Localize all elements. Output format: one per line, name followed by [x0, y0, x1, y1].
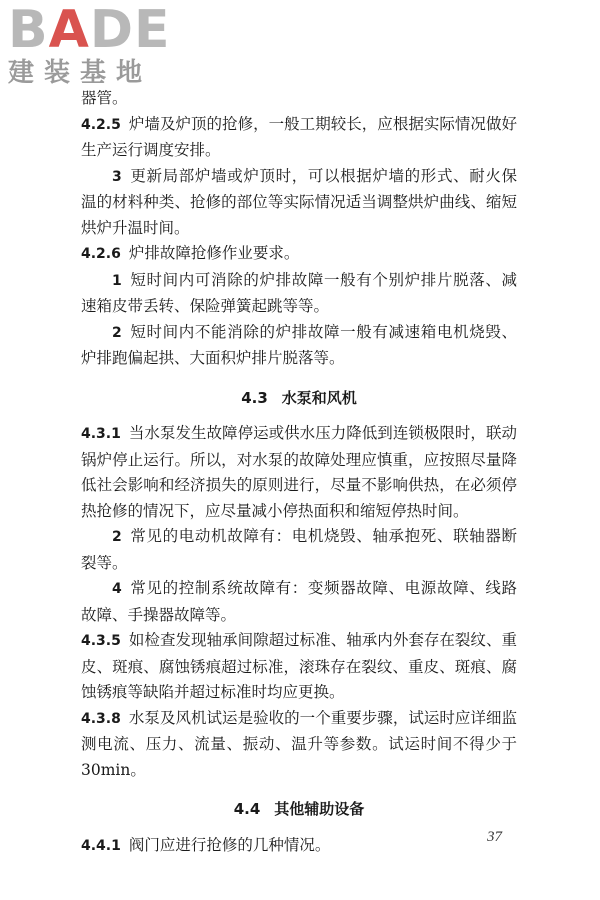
clause-paragraph: [81, 112, 517, 164]
item-text: 常见的控制系统故障有：变频器故障、电源故障、线路故障、手操器故障等。: [81, 579, 517, 624]
clause-text: 水泵及风机试运是验收的一个重要步骤，试运时应详细监测电流、压力、流量、振动、温升等参数。试运时间不得少于30min。: [81, 708, 517, 779]
logo-mark: BADE: [8, 0, 171, 60]
clause-number: 4.2.5: [81, 116, 121, 133]
list-item: [81, 320, 517, 372]
logo-accent-letter: A: [48, 0, 90, 60]
clause-paragraph: [81, 628, 517, 706]
list-item: [81, 164, 517, 242]
item-text: 更新局部炉墙或炉顶时，可以根据炉墙的形式、耐火保温的材料种类、抢修的部位等实际情况适当调整烘炉曲线、缩短烘炉升温时间。: [81, 166, 517, 237]
item-number: 2: [112, 529, 122, 545]
section-title: 其他辅助设备: [274, 800, 365, 818]
clause-text: 炉墙及炉顶的抢修，一般工期较长，应根据实际情况做好生产运行调度安排。: [81, 114, 517, 159]
logo: [8, 0, 178, 96]
clause-paragraph: [81, 833, 517, 860]
continuation-text: 器管。: [81, 89, 128, 107]
item-text: 短时间内不能消除的炉排故障一般有减速箱电机烧毁、炉排跑偏起拱、大面积炉排片脱落等。: [81, 322, 517, 367]
clause-text: 炉排故障抢修作业要求。: [128, 244, 300, 262]
list-item: [81, 576, 517, 628]
clause-number: 4.3.5: [81, 633, 121, 649]
clause-number: 4.3.1: [81, 426, 121, 442]
item-number: 3: [112, 168, 122, 185]
item-text: 常见的电动机故障有：电机烧毁、轴承抱死、联轴器断裂等。: [81, 527, 517, 572]
clause-number: 4.3.8: [81, 710, 121, 727]
section-heading: [81, 386, 517, 412]
item-text: 短时间内可消除的炉排故障一般有个别炉排片脱落、减速箱皮带丢转、保险弹簧起跳等等。: [81, 270, 517, 315]
clause-paragraph: [81, 241, 517, 268]
clause-text: 阀门应进行抢修的几种情况。: [128, 835, 331, 854]
clause-number: 4.4.1: [81, 837, 121, 854]
list-item: [81, 524, 517, 576]
clause-text: 如检查发现轴承间隙超过标准、轴承内外套存在裂纹、重皮、斑痕、腐蚀锈痕超过标准，滚珠存在裂纹、重皮、斑痕、腐蚀锈痕等缺陷并超过标准时均应更换。: [81, 631, 517, 701]
clause-text: 当水泵发生故障停运或供水压力降低到连锁极限时，联动锅炉停止运行。所以，对水泵的故障处理应慎重，应按照尽量降低社会影响和经济损失的原则进行，尽量不影响供热，在必须停热抢修的情况下，应尽量减小停热面积和缩短停热时间。: [81, 424, 517, 520]
section-number: 4.4: [233, 800, 261, 818]
item-number: 2: [112, 324, 122, 341]
clause-number: 4.2.6: [81, 246, 121, 262]
section-number: 4.3: [241, 388, 268, 407]
clause-paragraph: [81, 421, 517, 524]
list-item: [81, 268, 517, 320]
clause-paragraph: [81, 706, 517, 784]
section-heading: [81, 797, 517, 823]
logo-subtitle: 建装基地: [8, 58, 153, 88]
document-body: [81, 86, 517, 859]
section-title: 水泵和风机: [281, 388, 357, 407]
page-number: 37: [487, 829, 502, 845]
item-number: 1: [112, 272, 122, 289]
item-number: 4: [112, 581, 122, 597]
